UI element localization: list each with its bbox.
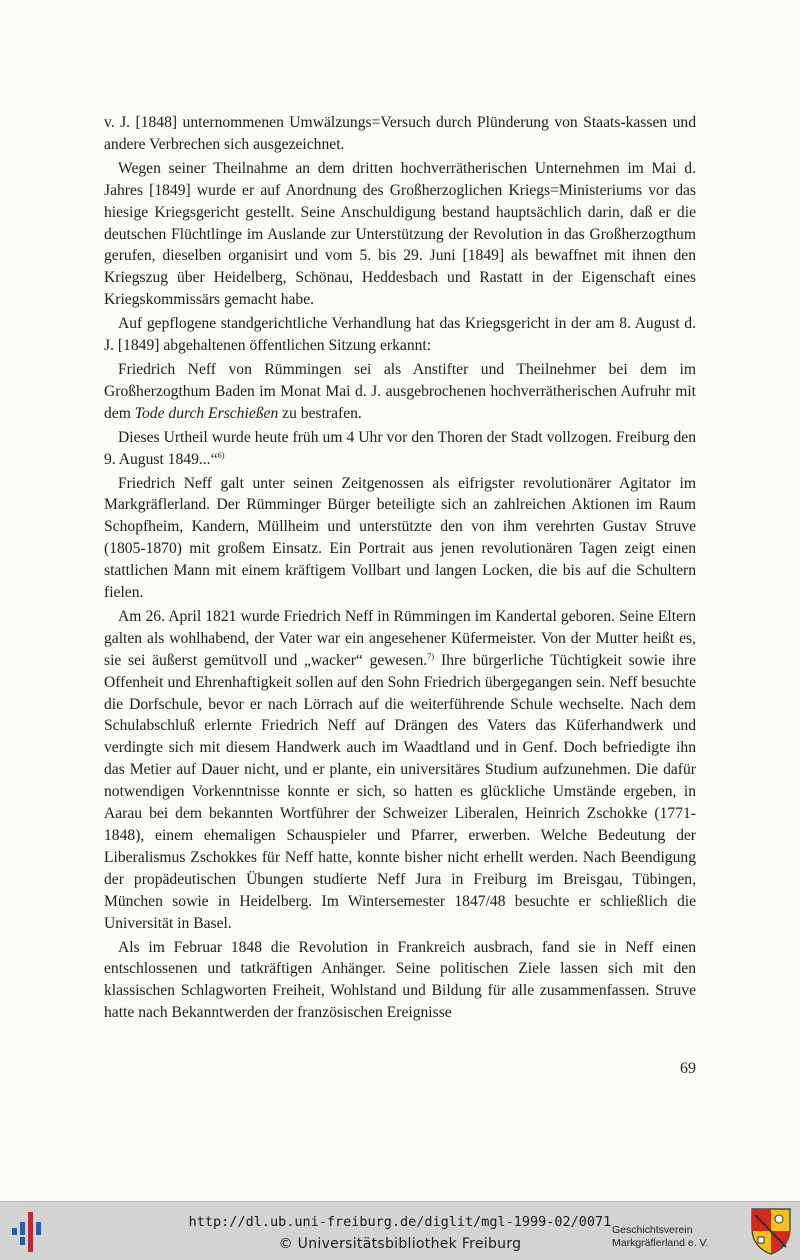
text-run: Ihre bürgerliche Tüchtigkeit sowie ihre Offenheit und Ehrenhaftigkeit sollen auf den Sohn Friedrich übergegangen sein. Neff besuchte die Dorfschule, bevor er nach Lörrach auf die weiterführende Schule wechselte. Nach dem Schulabschluß erlernte Friedrich Neff auf Drängen des Vaters das Küferhandwerk und verdingte sich mit diesem Handwerk auch im Waadtland und in Genf. Doch befriedigte ihn das Metier auf Dauer nicht, und er plante, ein universitäres Studium aufzunehmen. Die dafür notwendigen Vorkenntnisse konnte er sich, so hatten es glückliche Umstände ergeben, in Aarau bei dem bekannten Wortführer der Schweizer Liberalen, Heinrich Zschokke (1771-1848), einem ehemaligen Schauspieler und Pfarrer, erwerben. Welche Bedeutung der Liberalismus Zschokkes für Neff hatte, konnte bisher nicht erhellt werden. Nach Beendigung der propädeutischen Übungen studierte Neff Jura in Freiburg im Breisgau, Tübingen, München sowie in Heidelberg. Im Wintersemester 1847/48 besuchte er schließlich die Universität in Basel. (104, 651, 696, 932)
text-run: Dieses Urtheil wurde heute früh um 4 Uhr vor den Thoren der Stadt vollzogen. Freiburg den 9. August 1849...“ (104, 428, 696, 468)
body-text (104, 112, 696, 1026)
footer-copyright: © Universitätsbibliothek Freiburg (278, 1236, 522, 1252)
italic-text: Tode durch Erschießen (134, 404, 279, 422)
text-run: Friedrich Neff von Rümmingen sei als Anstifter und Theilnehmer bei dem im Großherzogthum Baden im Monat Mai d. J. ausgebrochenen hochverrätherischen Aufruhr mit dem (104, 360, 696, 422)
society-crest-icon (750, 1207, 792, 1255)
society-name (612, 1224, 744, 1250)
paragraph (104, 473, 696, 604)
paragraph (104, 359, 696, 425)
text-run: Am 26. April 1821 wurde Friedrich Neff in Rümmingen im Kandertal geboren. Seine Eltern galten als wohlhabend, der Vater war ein angesehener Küfermeister. Von der Mutter heißt es, sie sei äußerst gemütvoll und „wacker“ gewesen. (104, 607, 696, 669)
paragraph (104, 313, 696, 357)
society-name-line2: Markgräflerland e. V. (612, 1237, 709, 1249)
paragraph (104, 112, 696, 156)
society-name-line1: Geschichtsverein (612, 1224, 693, 1236)
text-run: Auf gepflogene standgerichtliche Verhandlung hat das Kriegsgericht in der am 8. August d. J. [1849] abgehaltenen öffentlichen Sitzung erkannt: (104, 315, 696, 355)
paragraph (104, 937, 696, 1025)
paragraph (104, 158, 696, 311)
footer-url-link[interactable]: http://dl.ub.uni-freiburg.de/diglit/mgl-1999-02/0071 (188, 1214, 612, 1230)
text-run: Als im Februar 1848 die Revolution in Frankreich ausbrach, fand sie in Neff einen entschlossenen und tatkräftigen Anhänger. Seine politischen Ziele lassen sich mit den klassischen Schlagworten Freiheit, Wohlstand und Bildung für alle zusammenfassen. Struve hatte nach Bekanntwerden der französischen Ereignisse (104, 938, 696, 1022)
footer-bar (0, 1201, 800, 1260)
footnote-marker: 6) (217, 449, 225, 460)
text-run: zu bestrafen. (278, 404, 362, 422)
page-number: 69 (680, 1060, 696, 1077)
footnote-marker: 7) (427, 650, 435, 661)
text-run: Friedrich Neff galt unter seinen Zeitgenossen als eifrigster revolutionärer Agitator im Markgräflerland. Der Rümminger Bürger beteiligte sich an zahlreichen Aktionen im Raum Schopfheim, Kandern, Müllheim und unterstützte den von ihm verehrten Gustav Struve (1805-1870) mit großem Einsatz. Ein Portrait aus jenen revolutionären Tagen zeigt einen stattlichen Mann mit einem kräftigem Vollbart und langen Locken, die bis auf die Schultern fielen. (104, 474, 696, 602)
paragraph (104, 427, 696, 471)
paragraph (104, 606, 696, 935)
text-run: v. J. [1848] unternommenen Umwälzungs=Versuch durch Plünderung von Staats-kassen und andere Verbrechen sich ausgezeichnet. (104, 114, 696, 153)
text-run: Wegen seiner Theilnahme an dem dritten hochverrätherischen Unternehmen im Mai d. Jahres [1849] wurde er auf Anordnung des Großherzoglichen Kriegs=Ministeriums vor das hiesige Kriegsgericht gestellt. Seine Anschuldigung bestand hauptsächlich darin, daß er die deutschen Flüchtlinge im Auslande zur Unterstützung der Revolution in das Großherzogthum gerufen, dieselben organisirt und vom 5. bis 29. Juni [1849] als bewaffnet mit ihnen den Kriegszug über Heidelberg, Schönau, Heddesbach und Rastatt in der Eigenschaft eines Kriegskommissärs gemacht habe. (104, 159, 696, 309)
